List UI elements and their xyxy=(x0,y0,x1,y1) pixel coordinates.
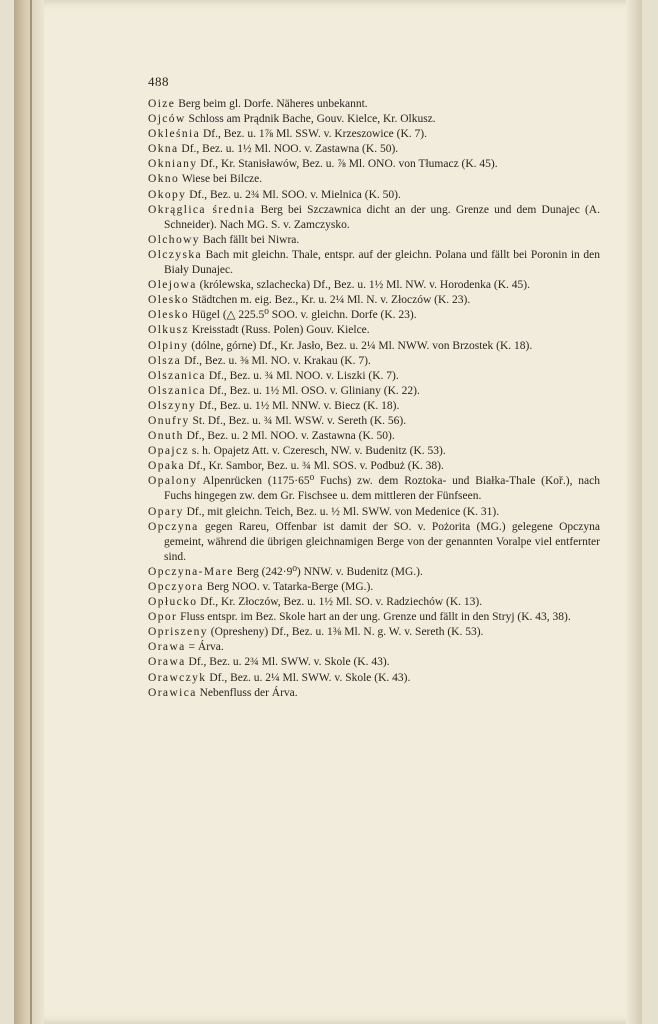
entry xyxy=(148,188,600,203)
entry xyxy=(148,565,600,580)
entry-text: Nebenfluss der Árva. xyxy=(196,686,298,699)
entry xyxy=(148,580,600,595)
entry-headword: Opalony xyxy=(148,475,198,488)
entry-headword: Okrąglica średnia xyxy=(148,203,256,216)
entry-text: Df., Kr. Sambor, Bez. u. ¾ Ml. SOS. v. Podbuż (K. 38). xyxy=(185,460,444,473)
entry-headword: Olesko xyxy=(148,294,189,307)
entry-text: St. Df., Bez. u. ¾ Ml. WSW. v. Sereth (K. 56). xyxy=(189,414,407,427)
entry-text: Alpenrücken (1175·65⁰ Fuchs) zw. dem Roztoka- und Białka-Thale (Koř.), nach Fuchs hingegen zw. dem Gr. Fischsee u. dem mittleren der Fünfseen. xyxy=(164,475,600,503)
entry-text: Schloss am Prądnik Bache, Gouv. Kielce, Kr. Olkusz. xyxy=(185,113,436,126)
entry-text: Bach fällt bei Niwra. xyxy=(199,233,300,246)
entry-text: (dólne, górne) Df., Kr. Jasło, Bez. u. 2¼ Ml. NWW. von Brzostek (K. 18). xyxy=(188,339,533,352)
entry xyxy=(148,248,600,278)
entry xyxy=(148,203,600,233)
entry-text: Df., Bez. u. ⅜ Ml. NO. v. Krakau (K. 7). xyxy=(181,354,371,367)
entry xyxy=(148,444,600,459)
entry-text: Df., Bez. u. 1½ Ml. NOO. v. Zastawna (K. 50). xyxy=(178,143,399,156)
entry-headword: Olchowy xyxy=(148,233,200,246)
binding-line xyxy=(30,0,32,1024)
entry-headword: Olpiny xyxy=(148,339,189,352)
entry xyxy=(148,278,600,293)
entry-headword: Olszyny xyxy=(148,399,197,412)
page-binding xyxy=(14,0,44,1024)
entry-text: Berg NOO. v. Tatarka-Berge (MG.). xyxy=(203,581,374,593)
entry-headword: Okna xyxy=(148,143,179,156)
entry xyxy=(148,474,600,504)
entry xyxy=(148,293,600,308)
entry-text: = Árva. xyxy=(185,641,224,654)
entry-headword: Orawica xyxy=(148,686,197,699)
entry xyxy=(148,640,600,655)
entry-headword: Orawa xyxy=(148,656,186,669)
entry-text: Städtchen m. eig. Bez., Kr. u. 2¼ Ml. N. v. Złoczów (K. 23). xyxy=(188,294,471,307)
entry-headword: Okleśnia xyxy=(148,128,201,141)
entry xyxy=(148,520,600,565)
entry xyxy=(148,399,600,414)
entry-headword: Olkusz xyxy=(148,324,189,337)
entry-headword: Onuth xyxy=(148,430,184,443)
entry-headword: Opczyna xyxy=(148,520,199,533)
entry-headword: Opriszeny xyxy=(148,626,208,639)
entry-text: (Opresheny) Df., Bez. u. 1⅜ Ml. N. g. W. v. Sereth (K. 53). xyxy=(207,626,484,639)
gazetteer-entries xyxy=(148,97,600,701)
entry xyxy=(148,354,600,369)
entry-text: Df., Bez. u. 2¼ Ml. SWW. v. Skole (K. 43). xyxy=(206,671,411,684)
entry-headword: Okniany xyxy=(148,158,198,171)
entry xyxy=(148,97,600,112)
entry xyxy=(148,429,600,444)
entry-text: Kreisstadt (Russ. Polen) Gouv. Kielce. xyxy=(188,324,370,337)
page-number: 488 xyxy=(148,74,169,89)
entry xyxy=(148,233,600,248)
entry-headword: Orawczyk xyxy=(148,671,207,684)
entry-headword: Okno xyxy=(148,173,180,186)
entry-text: Hügel (△ 225.5⁰ SOO. v. gleichn. Dorfe (K. 23). xyxy=(188,309,417,322)
entry-headword: Olejowa xyxy=(148,279,197,292)
entry xyxy=(148,625,600,640)
entry-text: (królewska, szlachecka) Df., Bez. u. 1½ Ml. NW. v. Horodenka (K. 45). xyxy=(196,279,530,292)
entry xyxy=(148,323,600,338)
entry-headword: Opłucko xyxy=(148,596,198,609)
entry-text: Df., Kr. Złoczów, Bez. u. 1½ Ml. SO. v. Radziechów (K. 13). xyxy=(197,596,483,609)
entry xyxy=(148,595,600,610)
entry-headword: Olesko xyxy=(148,309,189,322)
entry xyxy=(148,671,600,686)
entry xyxy=(148,384,600,399)
entry-text: Wiese bei Bilcze. xyxy=(179,173,263,186)
entry xyxy=(148,339,600,354)
entry-text: gegen Rareu, Offenbar ist damit der SO. v. Pożorita (MG.) gelegene Opczyna gemeint, während die übrigen gleichnamigen Berge von der genannten Voralpe viel entfernter sind. xyxy=(164,520,600,563)
entry xyxy=(148,308,600,323)
entry-text: Df., Bez. u. ¾ Ml. NOO. v. Liszki (K. 7). xyxy=(205,369,399,382)
entry-headword: Olsza xyxy=(148,354,182,367)
entry-headword: Ojców xyxy=(148,113,186,126)
entry-headword: Onufry xyxy=(148,414,190,427)
entry-headword: Olszanica xyxy=(148,384,206,397)
entry-headword: Opary xyxy=(148,505,184,518)
entry xyxy=(148,655,600,670)
entry xyxy=(148,127,600,142)
entry-text: Df., mit gleichn. Teich, Bez. u. ½ Ml. SWW. von Medenice (K. 31). xyxy=(183,505,500,518)
entry-text: Df., Bez. u. 2¾ Ml. SOO. v. Mielnica (K. 50). xyxy=(186,188,401,201)
entry xyxy=(148,369,600,384)
entry-text: Df., Bez. u. 2 Ml. NOO. v. Zastawna (K. 50). xyxy=(183,430,395,443)
entry-text: Bach mit gleichn. Thale, entspr. auf der gleichn. Polana und fällt bei Poronin in den Biały Dunajec. xyxy=(164,248,600,277)
page-edge xyxy=(626,0,642,1024)
entry xyxy=(148,157,600,172)
entry-headword: Olczyska xyxy=(148,248,202,261)
entry-text: Berg bei Szczawnica dicht an der ung. Grenze und dem Dunajec (A. Schneider). Nach MG. S. v. Zamczysko. xyxy=(164,203,600,231)
entry xyxy=(148,142,600,157)
entry-text: Berg beim gl. Dorfe. Näheres unbekannt. xyxy=(175,98,368,110)
entry-headword: Opajcz xyxy=(148,445,189,458)
entry-headword: Oize xyxy=(148,98,176,110)
entry-headword: Opor xyxy=(148,611,178,624)
entry-headword: Orawa xyxy=(148,641,186,654)
entry-text: Berg (242·9⁰) NNW. v. Budenitz (MG.). xyxy=(233,565,423,578)
entry-headword: Opczyna-Mare xyxy=(148,565,234,578)
entry xyxy=(148,112,600,127)
entry xyxy=(148,414,600,429)
entry-headword: Opczyora xyxy=(148,581,204,593)
entry xyxy=(148,505,600,520)
entry xyxy=(148,172,600,187)
entry-headword: Olszanica xyxy=(148,369,206,382)
entry-headword: Okopy xyxy=(148,188,187,201)
entry xyxy=(148,610,600,625)
entry-headword: Opaka xyxy=(148,460,186,473)
entry-text: Df., Kr. Stanisławów, Bez. u. ⅞ Ml. ONO. von Tłumacz (K. 45). xyxy=(197,158,498,171)
entry-text: Df., Bez. u. 1½ Ml. NNW. v. Biecz (K. 18). xyxy=(196,399,400,412)
entry-text: Fluss entspr. im Bez. Skole hart an der ung. Grenze und fällt in den Stryj (K. 43, 38). xyxy=(177,611,571,624)
entry xyxy=(148,686,600,701)
entry xyxy=(148,459,600,474)
entry-text: Df., Bez. u. 1⅞ Ml. SSW. v. Krzeszowice (K. 7). xyxy=(200,128,427,141)
entry-text: s. h. Opajetz Att. v. Czeresch, NW. v. Budenitz (K. 53). xyxy=(188,445,446,458)
entry-text: Df., Bez. u. 1½ Ml. OSO. v. Gliniany (K. 22). xyxy=(205,384,420,397)
entry-text: Df., Bez. u. 2¾ Ml. SWW. v. Skole (K. 43). xyxy=(185,656,390,669)
